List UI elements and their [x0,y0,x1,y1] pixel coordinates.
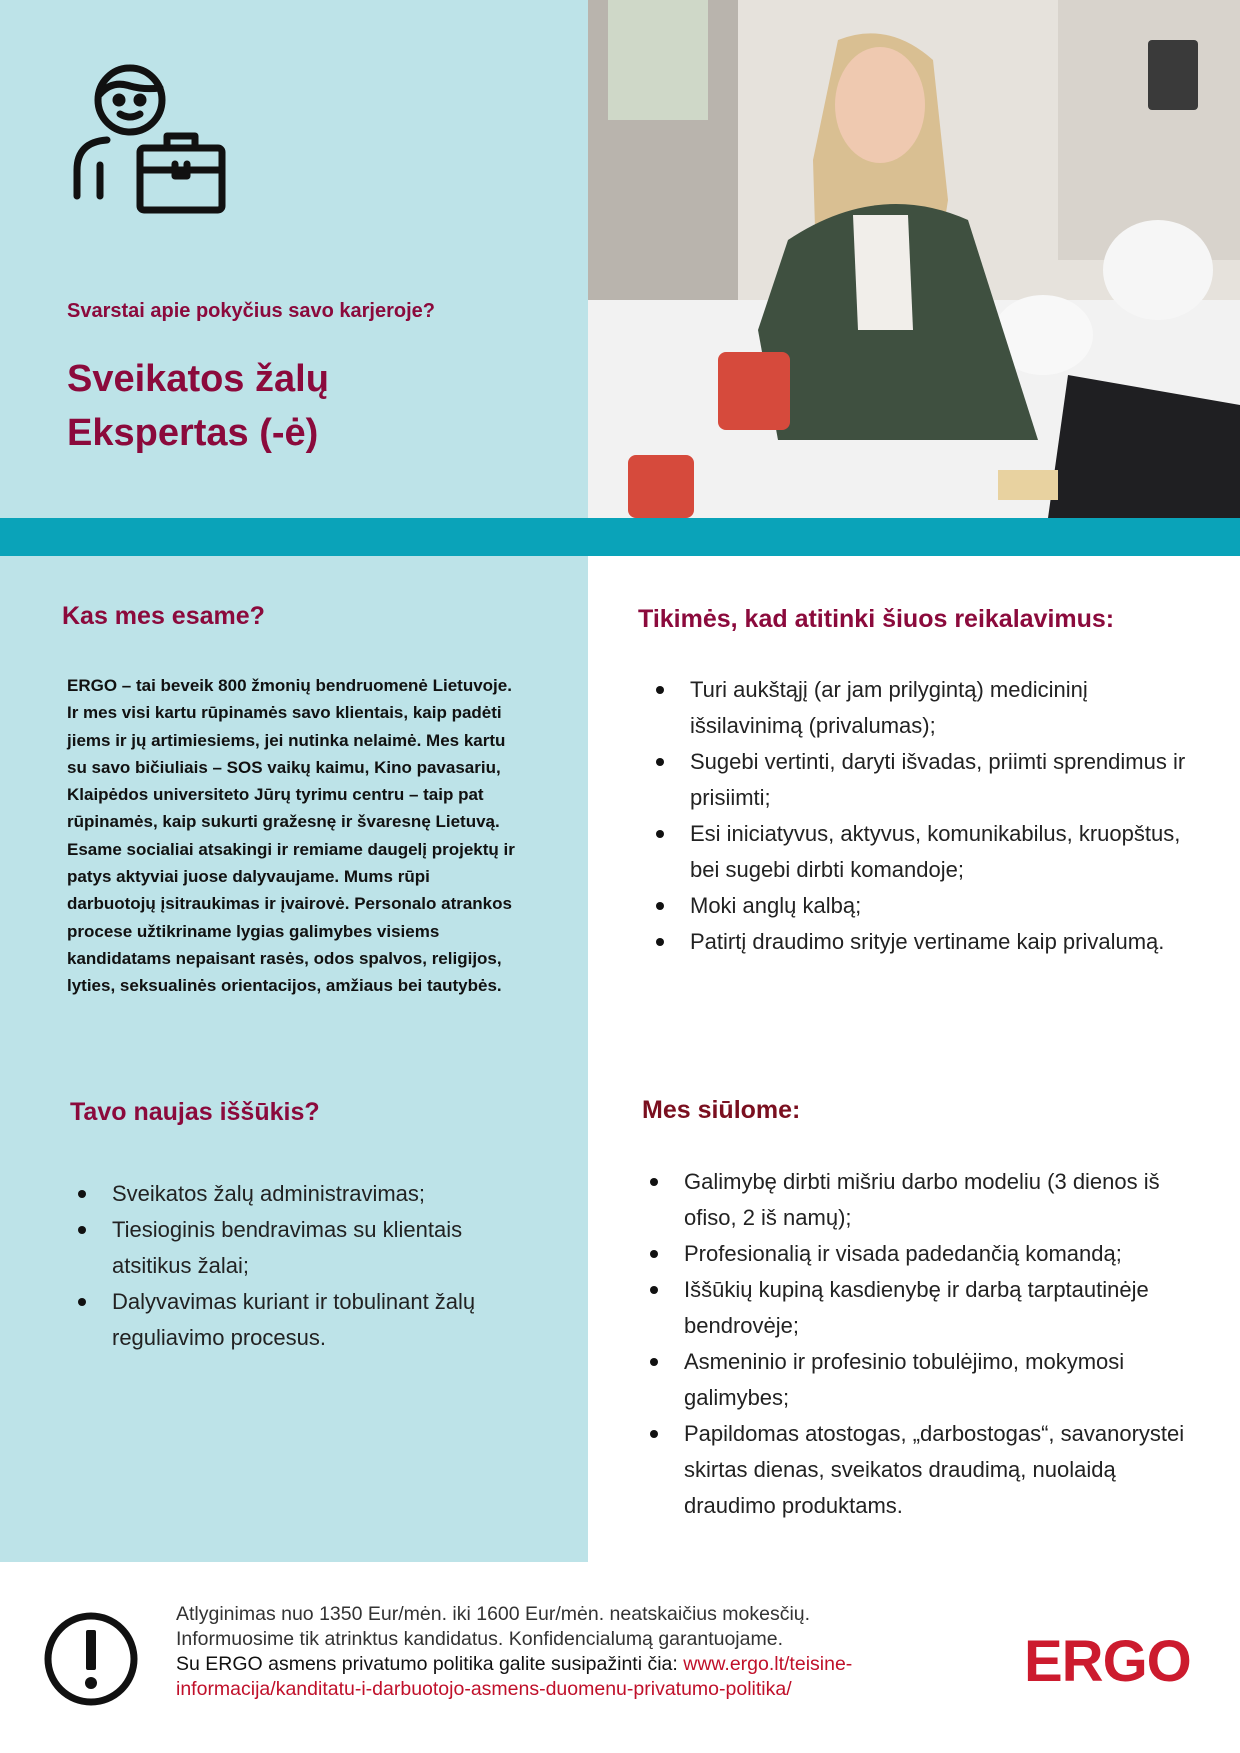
exclamation-circle-icon [42,1610,140,1708]
list-item: Dalyvavimas kuriant ir tobulinant žalų reguliavimo procesus. [70,1284,540,1356]
list-item: Sveikatos žalų administravimas; [70,1176,540,1212]
selection-note: Informuosime tik atrinktus kandidatus. Konfidencialumą garantuojame. [176,1628,783,1650]
person-with-briefcase-icon [72,60,232,220]
about-heading: Kas mes esame? [62,602,265,630]
job-title [67,352,329,460]
privacy-link[interactable]: www.ergo.lt/teisine- [683,1653,853,1675]
requirements-heading: Tikimės, kad atitinki šiuos reikalavimus: [638,605,1115,633]
divider-band [0,518,1240,556]
footer-text [176,1602,976,1702]
salary-note: Atlyginimas nuo 1350 Eur/mėn. iki 1600 Eur/mėn. neatskaičius mokesčių. [176,1603,811,1625]
list-item: Esi iniciatyvus, aktyvus, komunikabilus, kruopštus, bei sugebi dirbti komandoje; [648,816,1188,888]
hero-photo [588,0,1240,518]
header-kicker: Svarstai apie pokyčius savo karjeroje? [67,300,435,322]
requirements-list [648,672,1188,960]
list-item: Asmeninio ir profesinio tobulėjimo, mokymosi galimybes; [642,1344,1202,1416]
list-item: Sugebi vertinti, daryti išvadas, priimti sprendimus ir prisiimti; [648,744,1188,816]
list-item: Papildomas atostogas, „darbostogas“, savanorystei skirtas dienas, sveikatos draudimą, nuolaidą draudimo produktams. [642,1416,1202,1524]
ergo-logo: ERGO [1024,1629,1191,1694]
list-item: Moki anglų kalbą; [648,888,1188,924]
offer-heading: Mes siūlome: [642,1096,801,1124]
privacy-link-continued[interactable]: informacija/kanditatu-i-darbuotojo-asmens-duomenu-privatumo-politika/ [176,1678,792,1700]
list-item: Turi aukštąjį (ar jam prilygintą) medicininį išsilavinimą (privalumas); [648,672,1188,744]
privacy-note-text: Su ERGO asmens privatumo politika galite susipažinti čia: [176,1653,684,1675]
list-item: Tiesioginis bendravimas su klientais atsitikus žalai; [70,1212,540,1284]
privacy-note [176,1652,976,1677]
job-title-line2: Ekspertas (-ė) [67,412,319,454]
offer-list [642,1164,1202,1524]
about-text: ERGO – tai beveik 800 žmonių bendruomenė Lietuvoje. Ir mes visi kartu rūpinamės savo klientais, kaip padėti jiems ir jų artimiesiems, jei nutinka nelaimė. Mes kartu su savo bičiuliais – SOS vaikų kaimu, Kino pavasariu, Klaipėdos universiteto Jūrų tyrimu centru – taip pat rūpinamės, kaip sukurti gražesnę ir švaresnę Lietuvą. Esame socialiai atsakingi ir remiame daugelį projektų ir patys aktyviai juose dalyvaujame. Mums rūpi darbuotojų įsitraukimas ir įvairovė. Personalo atrankos procese užtikriname lygias galimybes visiems kandidatams nepaisant rasės, odos spalvos, religijos, lyties, seksualinės orientacijos, amžiaus bei tautybės. [67,676,515,996]
challenge-heading: Tavo naujas iššūkis? [70,1098,320,1126]
list-item: Profesionalią ir visada padedančią komandą; [642,1236,1202,1272]
list-item: Galimybę dirbti mišriu darbo modeliu (3 dienos iš ofiso, 2 iš namų); [642,1164,1202,1236]
job-title-line1: Sveikatos žalų [67,358,329,400]
list-item: Iššūkių kupiną kasdienybę ir darbą tarptautinėje bendrovėje; [642,1272,1202,1344]
challenge-list [70,1176,540,1356]
list-item: Patirtį draudimo srityje vertiname kaip privalumą. [648,924,1188,960]
